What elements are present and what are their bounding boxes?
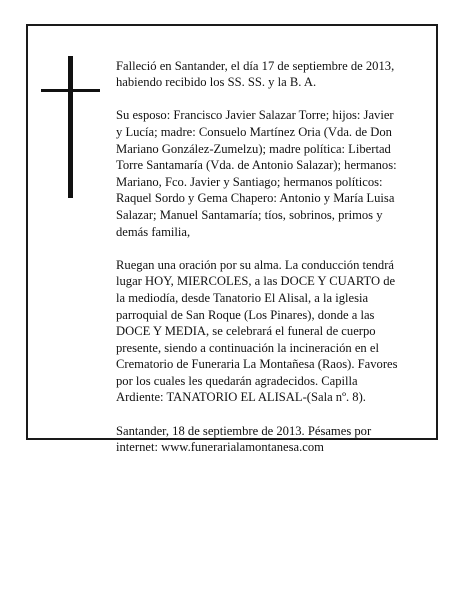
family-list: Su esposo: Francisco Javier Salazar Torre; hijos: Javier y Lucía; madre: Consuelo Martínez Oria (Vda. de Don Mariano González-Zumelzu); madre política: Libertad Torre Santamaría (Vda. de Antonio Salazar); hermanos: Mariano, Fco. Javier y Santiago; hermanos políticos: Raquel Sordo y Gema Chapero: Antonio y María Luisa Salazar; Manuel Santamaría; tíos, sobrinos, primos y demás familia, — [116, 108, 397, 239]
death-announcement: Falleció en Santander, el día 17 de septiembre de 2013, habiendo recibido los SS. SS. y la B. A. — [116, 58, 395, 90]
obituary-text — [116, 41, 431, 472]
cross-horizontal-bar — [41, 89, 100, 92]
date-and-condolences: Santander, 18 de septiembre de 2013. Pésames por internet: www.funerarialamontanesa.com — [116, 423, 372, 455]
cross-vertical-bar — [68, 56, 73, 198]
obituary-notice — [26, 24, 438, 455]
funeral-details: Ruegan una oración por su alma. La conducción tendrá lugar HOY, MIERCOLES, a las DOCE Y CUARTO de la mediodía, desde Tanatorio El Alisal, a la iglesia parroquial de San Roque (Los Pinares), donde a las DOCE Y MEDIA, se celebrará el funeral de cuerpo presente, siendo a continuación la incineración en el Crematorio de Funeraria La Montañesa (Raos). Favores por los cuales les quedarán agradecidos. Capilla Ardiente: TANATORIO EL ALISAL-(Sala nº. 8). — [116, 257, 398, 405]
